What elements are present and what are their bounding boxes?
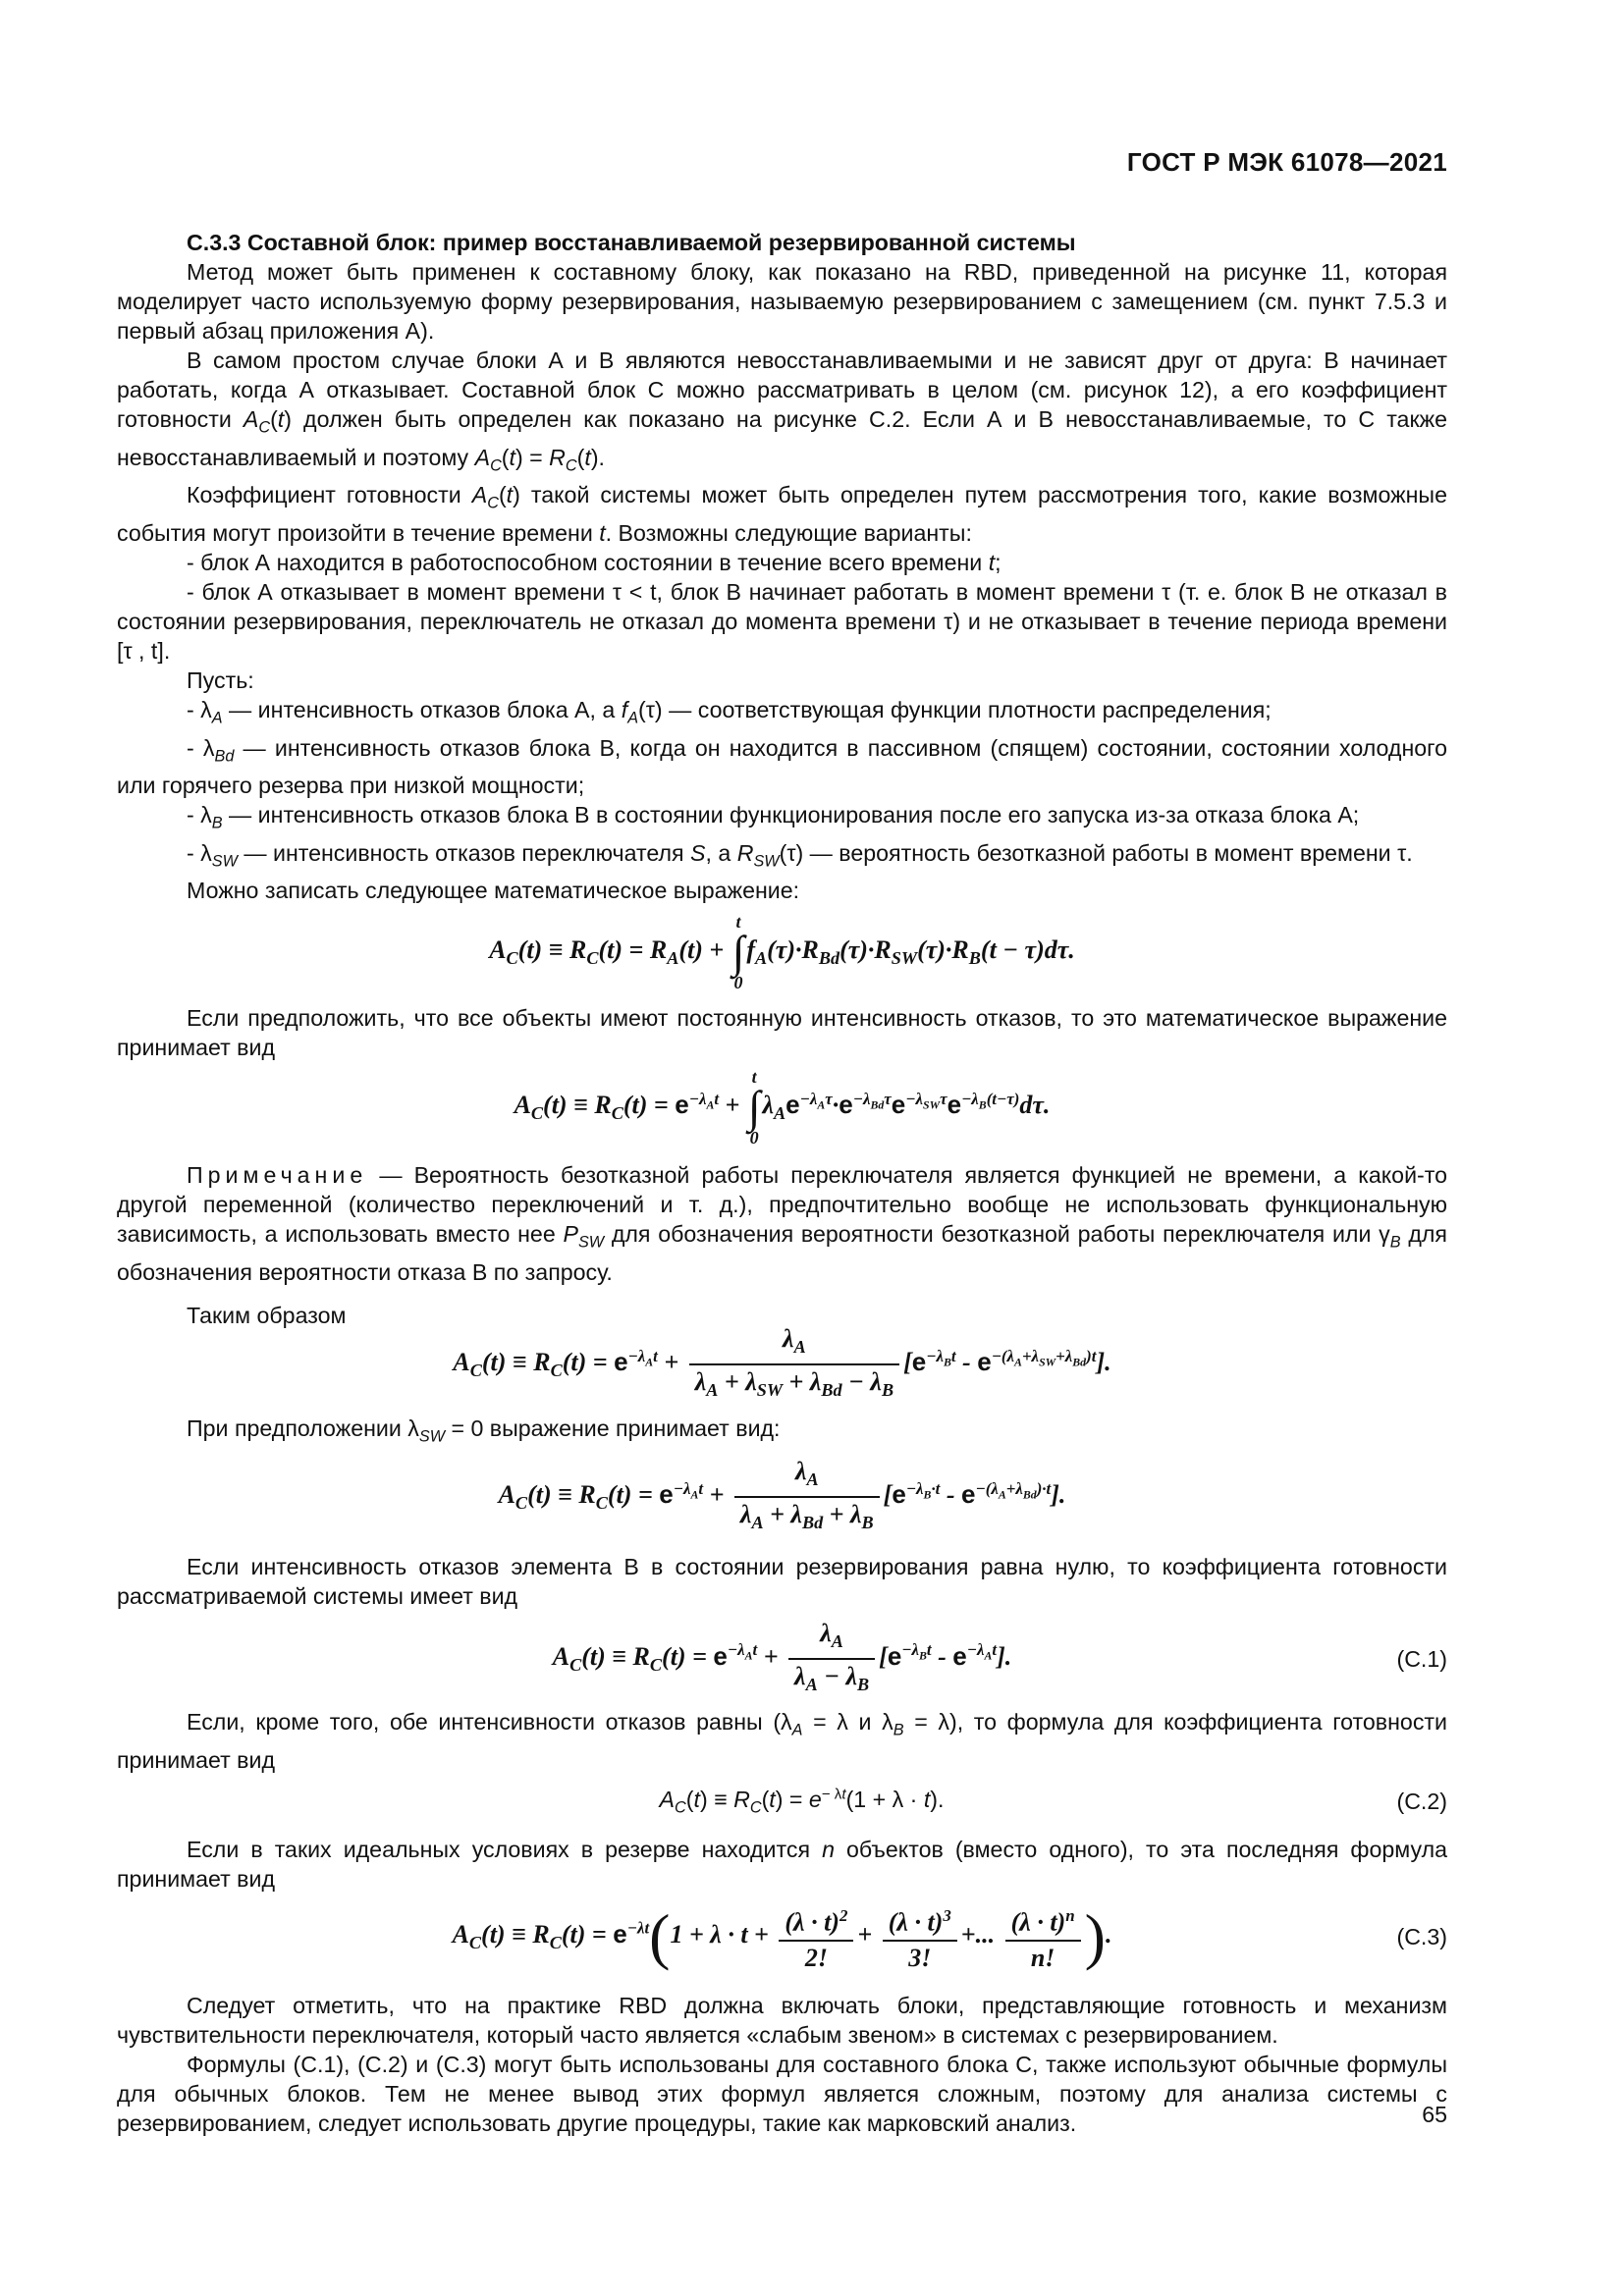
definition-item: - $\lambda_A$ — интенсивность отказов блока А, а $f_A(\tau)$ — соответствующая функции плотности распределения;: [187, 696, 1272, 727]
paragraph: Если в таких идеальных условиях в резерве находится n объектов (вместо одного), то эта последняя формула принимает вид: [117, 1836, 1448, 1892]
standard-header: ГОСТ Р МЭК 61078—2021: [1126, 147, 1447, 177]
list-item: - блок А находится в работоспособном состоянии в течение всего времени t;: [187, 549, 1001, 575]
paragraph: При предположении $\lambda_{SW} = 0$ выражение принимает вид:: [187, 1415, 781, 1446]
paragraph: Формулы (С.1), (С.2) и (С.3) могут быть использованы для составного блока С, также используют обычные формулы для обычных блоков. Тем не менее вывод этих формул является сложным, поэтому для анализа системы с резервированием, следует использовать другие процедуры, такие как марковский анализ.: [117, 2051, 1447, 2136]
paragraph: Коэффициент готовности $A_C(t)$ такой системы может быть определен путем рассмотрения того, какие возможные события могут произойти в течение времени t. Возможны следующие варианты:: [117, 482, 1447, 546]
equation-number: (С.2): [1396, 1789, 1447, 1815]
equation-number: (С.1): [1396, 1645, 1447, 1672]
definition-item: - $\lambda_{Bd}$ — интенсивность отказов блока В, когда он находится в пассивном (спящем) состоянии, состоянии холодного или горячего резерва при низкой мощности;: [117, 734, 1447, 799]
formula-integral: $A_C(t) \equiv R_C(t) = R_A(t)$ + t ∫ 0 $f_A(\tau)\cdot R_{Bd}(\tau)\cdot R_{SW}(\tau)\cdot R_B(t - \tau)d\tau$.: [489, 912, 1075, 993]
formula-c2: $A_C(t) \equiv R_C(t) = e^{- \lambda t}(1 + \lambda \cdot t)$. (С.2): [659, 1786, 1447, 1817]
formula-c1: $A_C(t) \equiv R_C(t) = e^{-\lambda_At}$ + $\frac{\lambda_A}{\lambda_A - \lambda_B}$ $[e^{-\lambda_Bt} - e^{-\lambda_At}]$. (С.1): [552, 1618, 1447, 1694]
note: Примечание — Вероятность безотказной работы переключателя является функцией не времени, а какой-то другой переменной (количество переключений и т. д.), предпочтительно вообще не использовать функциональную зависимость, а использовать вместо нее $P_{SW}$ для обозначения вероятности безотказной работы переключателя или $\gamma_B$ для обозначения вероятности отказа В по запросу.: [117, 1162, 1447, 1286]
formula-no-switch: $A_C(t) \equiv R_C(t) = e^{-\lambda_At}$ + $\frac{\lambda_A}{\lambda_A + \lambda_{Bd} + \lambda_B}$ $[e^{-\lambda_B\cdot t} - e^{-(\lambda_A+\lambda_{Bd})\cdot t}]$.: [498, 1457, 1066, 1533]
page-number: 65: [1422, 2102, 1447, 2127]
paragraph: Таким образом: [187, 1303, 347, 1329]
paragraph: Если интенсивность отказов элемента В в состоянии резервирования равна нулю, то коэффициента готовности рассматриваемой системы имеет вид: [117, 1553, 1447, 1609]
paragraph: Если, кроме того, обе интенсивности отказов равны ($\lambda_A = \lambda$ и $\lambda_B = \lambda$), то формула для коэффициента готовности принимает вид: [117, 1708, 1447, 1773]
paragraph: В самом простом случае блоки А и В являются невосстанавливаемыми и не зависят друг от друга: В начинает работать, когда А отказывает. Составной блок С можно рассматривать в целом (см. рисунок 12), а его коэффициент готовности $A_C(t)$ должен быть определен как показано на рисунке С.2. Если А и В невосстанавливаемые, то С также невосстанавливаемый и поэтому $A_C(t) = R_C(t)$.: [117, 347, 1447, 475]
note-label: Примечание: [187, 1162, 368, 1189]
formula-general: $A_C(t) \equiv R_C(t) = e^{-\lambda_At}$ + $\frac{\lambda_A}{\lambda_A + \lambda_{SW} + \lambda_{Bd} - \lambda_B}$ $[e^{-\lambda_Bt} - e^{-(\lambda_A+\lambda_{SW}+\lambda_{Bd})t}]$.: [453, 1324, 1111, 1401]
body-text: [117, 228, 1447, 2138]
definition-item: - $\lambda_B$ — интенсивность отказов блока В в состоянии функционирования после его запуска из-за отказа блока А;: [187, 802, 1360, 832]
equation-number: (С.3): [1396, 1924, 1447, 1950]
definition-item: - $\lambda_{SW}$ — интенсивность отказов переключателя S, а $R_{SW}(\tau)$ — вероятность безотказной работы в момент времени τ.: [187, 839, 1413, 871]
formula-c3: $A_C(t) \equiv R_C(t) = e^{-\lambda t}(1 + \lambda \cdot t$ + $\frac{(\lambda \cdot t)^2}{2!}$ + $\frac{(\lambda \cdot t)^3}{3!}$ +... $\frac{(\lambda \cdot t)^n}{n!}$ ). (С.3): [452, 1901, 1447, 1972]
paragraph: Метод может быть применен к составному блоку, как показано на RBD, приведенной на рисунке 11, которая моделирует часто используемую форму резервирования, называемую резервированием с замещением (см. пункт 7.5.3 и первый абзац приложения А).: [117, 259, 1447, 344]
list-item: - блок А отказывает в момент времени τ < t, блок В начинает работать в момент времени τ (т. е. блок В не отказал в состоянии резервирования, переключатель не отказал до момента времени τ) и не отказывает в течение периода времени [τ , t].: [117, 578, 1447, 664]
paragraph: Следует отметить, что на практике RBD должна включать блоки, представляющие готовность и механизм чувствительности переключателя, который часто является «слабым звеном» в системах с резервированием.: [117, 1992, 1447, 2048]
paragraph: Можно записать следующее математическое выражение:: [187, 878, 800, 904]
paragraph: Если предположить, что все объекты имеют постоянную интенсивность отказов, то это математическое выражение принимает вид: [117, 1005, 1447, 1061]
paragraph: Пусть:: [187, 667, 254, 693]
formula-exponential: $A_C(t) \equiv R_C(t) = e^{-\lambda_At}$ + t ∫ 0 $\lambda_Ae^{-\lambda_A\tau}\cdot e^{-\lambda_{Bd}\tau}e^{-\lambda_{SW}\tau}e^{-\lambda_B(t-\tau)}d\tau$.: [514, 1067, 1051, 1148]
section-title: С.3.3 Составной блок: пример восстанавливаемой резервированной системы: [187, 230, 1076, 255]
